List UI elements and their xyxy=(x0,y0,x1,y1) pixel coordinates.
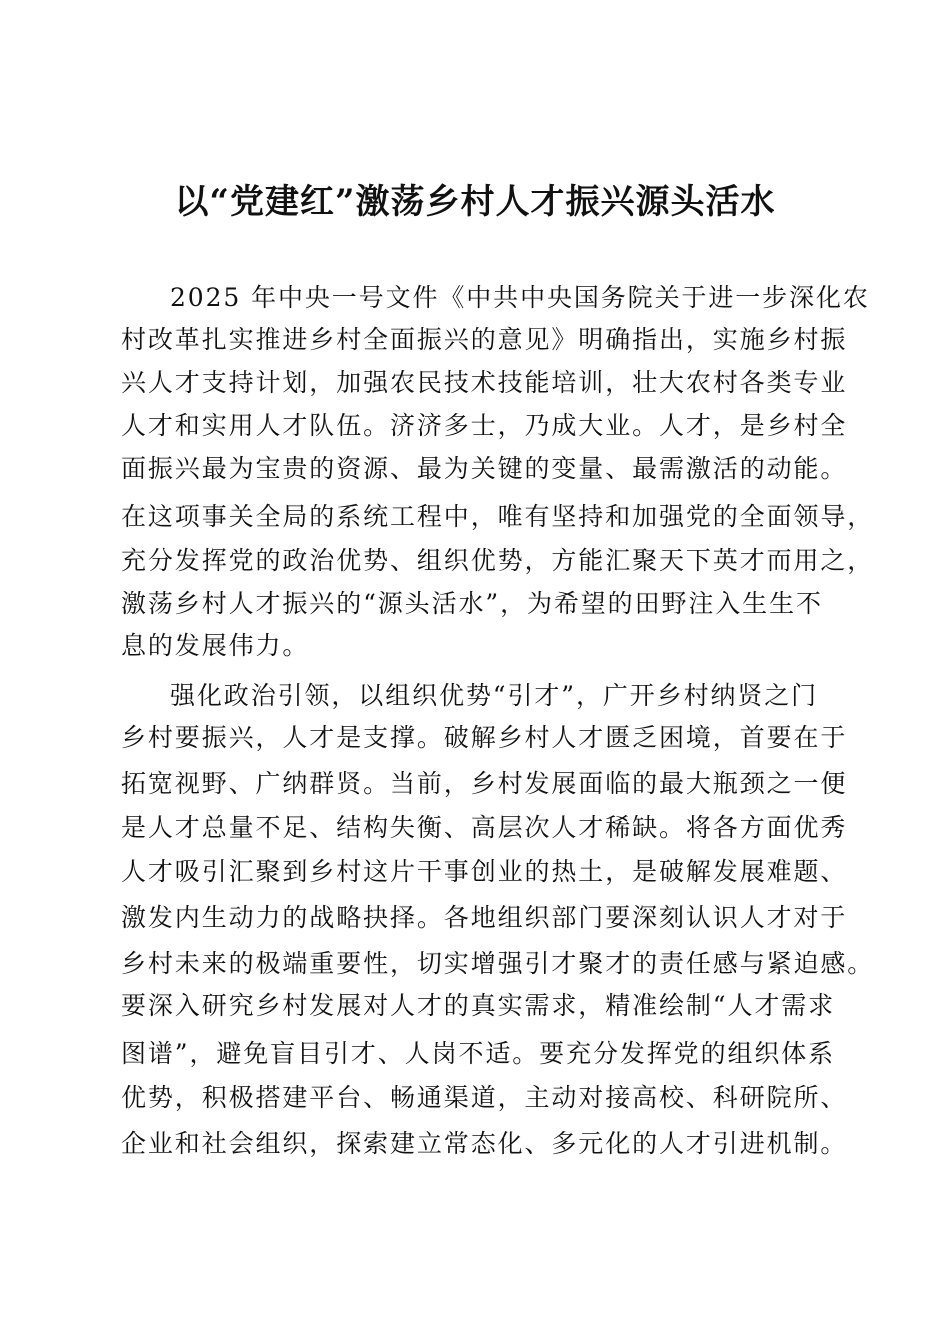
paragraph-2-line-4: 是人才总量不足、结构失衡、高层次人才稀缺。将各方面优秀 xyxy=(121,813,848,842)
paragraph-1-line-3: 兴人才支持计划，加强农民技术技能培训，壮大农村各类专业 xyxy=(121,368,848,397)
paragraph-2-line-6: 激发内生动力的战略抉择。各地组织部门要深刻认识人才对于 xyxy=(121,903,848,932)
paragraph-2-line-2: 乡村要振兴，人才是支撑。破解乡村人才匮乏困境，首要在于 xyxy=(121,723,848,752)
paragraph-1-line-4: 人才和实用人才队伍。济济多士，乃成大业。人才，是乡村全 xyxy=(121,411,848,440)
document-title: 以“党建红”激荡乡村人才振兴源头活水 xyxy=(174,182,776,222)
paragraph-1-line-7: 充分发挥党的政治优势、组织优势，方能汇聚天下英才而用之， xyxy=(121,546,875,575)
paragraph-2-line-7: 乡村未来的极端重要性，切实增强引才聚才的责任感与紧迫感。 xyxy=(121,949,875,978)
paragraph-2-line-5: 人才吸引汇聚到乡村这片干事创业的热土，是破解发展难题、 xyxy=(121,857,848,886)
paragraph-1-line-5: 面振兴最为宝贵的资源、最为关键的变量、最需激活的动能。 xyxy=(121,454,848,483)
paragraph-1-line-2: 村改革扎实推进乡村全面振兴的意见》明确指出，实施乡村振 xyxy=(121,325,848,354)
paragraph-1-line-1: 2025 年中央一号文件《中共中央国务院关于进一步深化农 xyxy=(170,283,870,312)
paragraph-2-line-9: 图谱”，避免盲目引才、人岗不适。要充分发挥党的组织体系 xyxy=(121,1039,836,1068)
paragraph-2-line-8: 要深入研究乡村发展对人才的真实需求，精准绘制“人才需求 xyxy=(121,991,836,1020)
paragraph-1-line-9: 息的发展伟力。 xyxy=(121,631,310,660)
paragraph-2-line-1: 强化政治引领，以组织优势“引才”，广开乡村纳贤之门 xyxy=(170,681,819,710)
paragraph-2-line-11: 企业和社会组织，探索建立常态化、多元化的人才引进机制。 xyxy=(121,1129,848,1158)
paragraph-2-line-10: 优势，积极搭建平台、畅通渠道，主动对接高校、科研院所、 xyxy=(121,1083,848,1112)
paragraph-1-line-8: 激荡乡村人才振兴的“源头活水”，为希望的田野注入生生不 xyxy=(121,589,823,618)
paragraph-2-line-3: 拓宽视野、广纳群贤。当前，乡村发展面临的最大瓶颈之一便 xyxy=(121,769,848,798)
paragraph-1-line-6: 在这项事关全局的系统工程中，唯有坚持和加强党的全面领导， xyxy=(121,502,875,531)
